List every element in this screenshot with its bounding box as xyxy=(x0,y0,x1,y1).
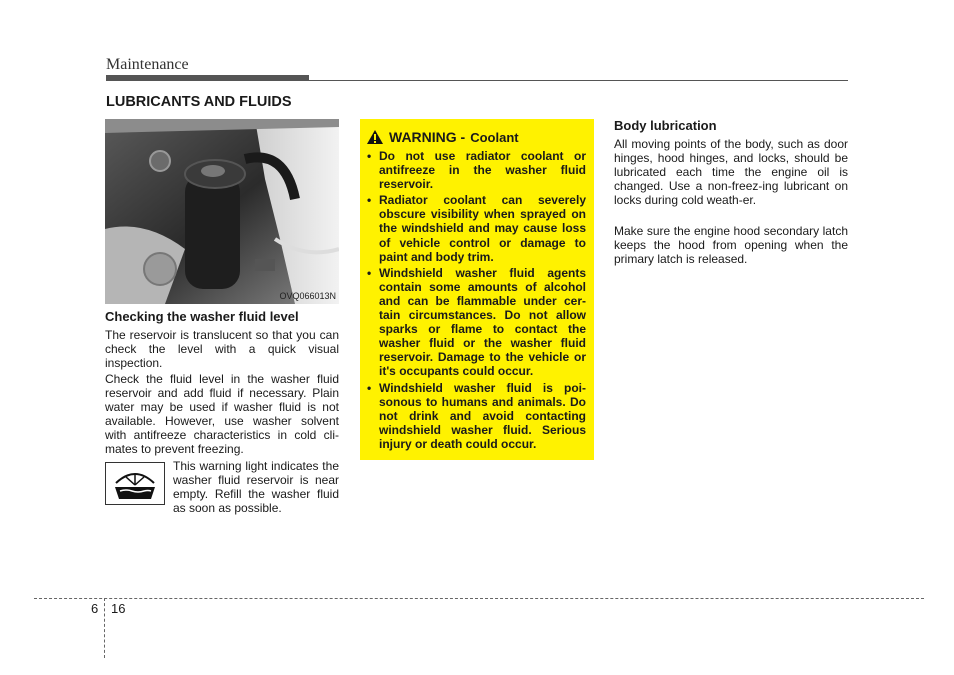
warning-item: • Radiator coolant can severely obscure visibility when sprayed on the windshield and may cause loss of vehicle control or damage to paint and body trim. xyxy=(366,193,586,263)
header-rule xyxy=(106,80,848,81)
washer-title: Checking the washer fluid level xyxy=(105,309,299,324)
section-title: Maintenance xyxy=(106,56,189,73)
washer-paragraph-1: The reservoir is translucent so that you can check the level with a quick visual inspection. xyxy=(105,328,339,370)
footer-rule xyxy=(34,598,924,599)
warning-item: • Do not use radiator coolant or antifreeze in the washer fluid reservoir. xyxy=(366,149,586,191)
icon-note: This warning light indicates the washer fluid reservoir is near empty. Refill the washer fluid as soon as possible. xyxy=(173,459,339,515)
warning-label: WARNING - xyxy=(389,129,466,145)
washer-paragraph-2: Check the fluid level in the washer fluid reservoir and add fluid if necessary. Plain water may be used if washer fluid is not available. However, use washer solvent with antifreeze characteristics in cold cli-mates to prevent freezing. xyxy=(105,372,339,456)
chapter-number: 6 xyxy=(91,601,99,616)
body-lube-paragraph-2: Make sure the engine hood secondary latch keeps the hood from opening when the primary latch is released. xyxy=(614,224,848,266)
warning-list xyxy=(366,149,586,451)
photo-code: OVQ066013N xyxy=(279,291,336,301)
warning-box xyxy=(360,119,594,460)
warning-topic: Coolant xyxy=(470,129,519,145)
footer-divider xyxy=(104,598,105,658)
washer-fluid-warning-icon xyxy=(105,462,165,505)
warning-item: • Windshield washer fluid is poi-sonous to humans and animals. Do not drink and avoid contacting windshield washer fluid. Serious injury or death could occur. xyxy=(366,381,586,451)
body-lube-paragraph-1: All moving points of the body, such as door hinges, hood hinges, and locks, should be lubricated each time the engine oil is changed. Use a non-freez-ing lubricant on locks during cold weath-er. xyxy=(614,137,848,207)
warning-triangle-icon xyxy=(366,129,384,145)
page-heading: LUBRICANTS AND FLUIDS xyxy=(106,94,292,110)
engine-bay-photo xyxy=(105,119,339,304)
warning-item: • Windshield washer fluid agents contain some amounts of alcohol and can be flammable under cer-tain circumstances. Do not allow sparks or flame to contact the washer fluid or the washer fluid reservoir. Damage to the vehicle or it's occupants could occur. xyxy=(366,266,586,379)
body-lube-title: Body lubrication xyxy=(614,118,717,133)
page-number: 16 xyxy=(111,601,126,616)
warning-title xyxy=(366,129,586,145)
